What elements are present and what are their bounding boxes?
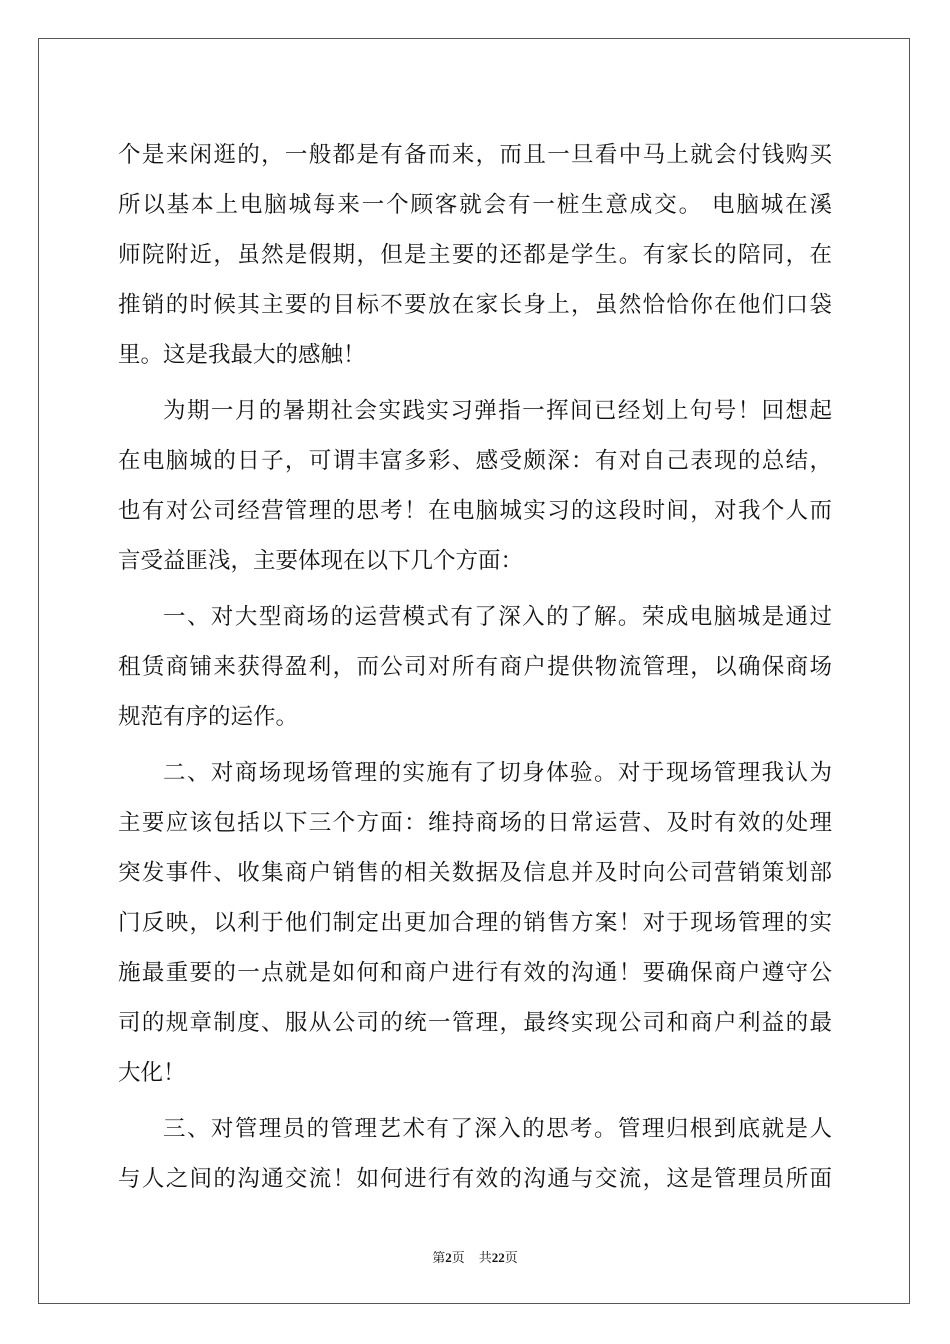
footer-prefix: 第 [432,1251,446,1266]
text-line: 推销的时候其主要的目标不要放在家长身上，虽然恰恰你在他们口袋 [118,292,832,318]
text-line: 大化！ [118,1060,186,1086]
text-line: 所以基本上电脑城每来一个顾客就会有一桩生意成交。 电脑城在溪 [118,192,832,218]
footer-page-suffix: 页 [451,1251,465,1266]
text-line: 个是来闲逛的，一般都是有备而来，而且一旦看中马上就会付钱购买 [118,142,832,168]
footer-total-prefix: 共 [478,1251,492,1266]
total-page-count: 22 [491,1250,505,1265]
paragraph [118,748,832,1098]
paragraph [118,386,832,586]
text-line: 主要应该包括以下三个方面：维持商场的日常运营、及时有效的处理 [118,810,832,836]
text-line: 与人之间的沟通交流！如何进行有效的沟通与交流，这是管理员所面 [118,1166,832,1192]
document-body [118,130,832,1204]
text-line: 言受益匪浅，主要体现在以下几个方面： [118,548,524,574]
text-line: 师院附近，虽然是假期，但是主要的还都是学生。有家长的陪同，在 [118,242,832,268]
text-line: 也有对公司经营管理的思考！在电脑城实习的这段时间，对我个人而 [118,498,832,524]
text-line: 施最重要的一点就是如何和商户进行有效的沟通！要确保商户遵守公 [118,960,832,986]
text-line: 为期一月的暑期社会实践实习弹指一挥间已经划上句号！回想起 [163,398,832,424]
page-footer [0,1249,950,1268]
text-line: 一、对大型商场的运营模式有了深入的了解。荣成电脑城是通过 [163,604,832,630]
text-line: 司的规章制度、服从公司的统一管理，最终实现公司和商户利益的最 [118,1010,832,1036]
paragraph [118,130,832,380]
current-page-number: 2 [445,1250,452,1265]
text-line: 租赁商铺来获得盈利，而公司对所有商户提供物流管理，以确保商场 [118,654,832,680]
text-line: 二、对商场现场管理的实施有了切身体验。对于现场管理我认为 [163,760,832,786]
text-line: 三、对管理员的管理艺术有了深入的思考。管理归根到底就是人 [163,1116,832,1142]
paragraph [118,1104,832,1204]
footer-total-suffix: 页 [504,1251,518,1266]
paragraph [118,592,832,742]
text-line: 里。这是我最大的感触！ [118,342,366,368]
text-line: 规范有序的运作。 [118,704,299,730]
text-line: 门反映，以利于他们制定出更加合理的销售方案！对于现场管理的实 [118,910,832,936]
text-line: 突发事件、收集商户销售的相关数据及信息并及时向公司营销策划部 [118,860,832,886]
text-line: 在电脑城的日子，可谓丰富多彩、感受颇深：有对自己表现的总结， [118,448,832,474]
